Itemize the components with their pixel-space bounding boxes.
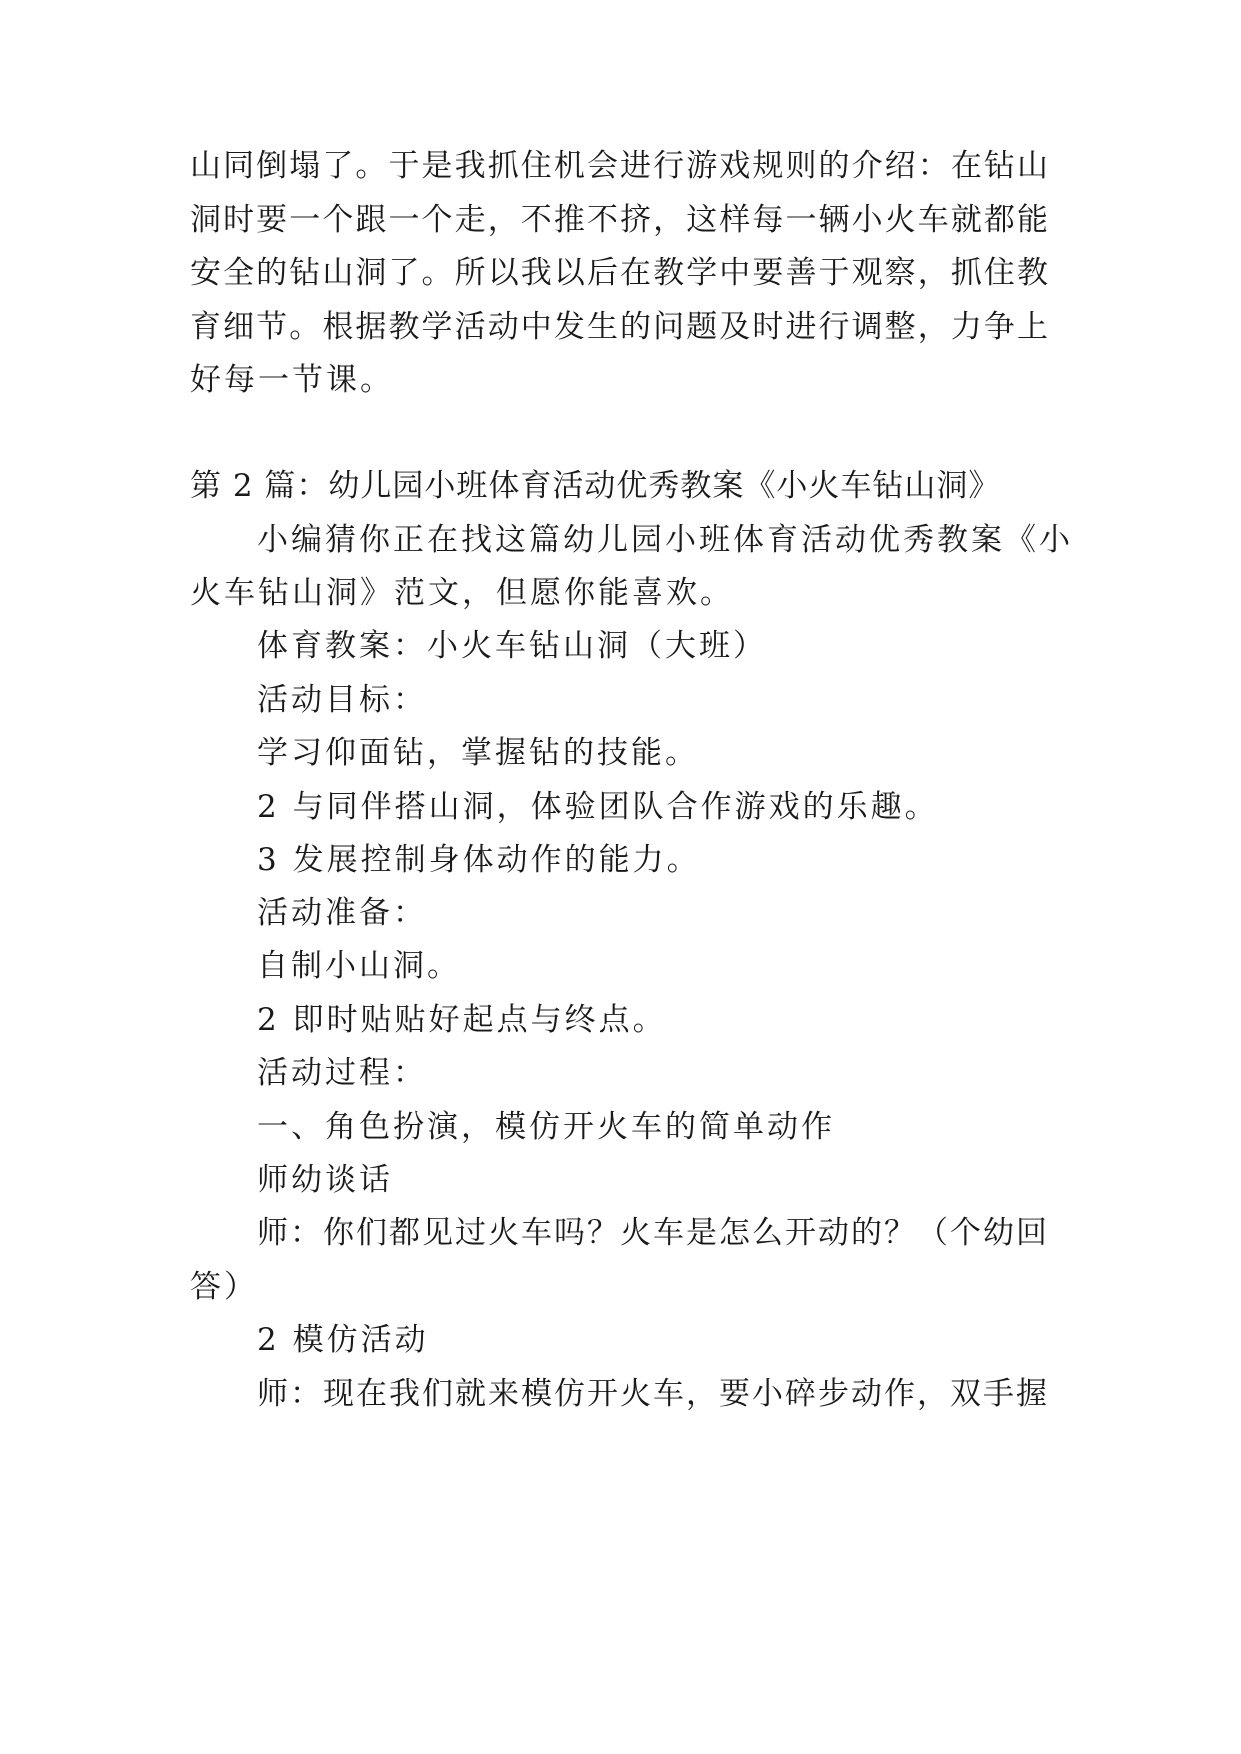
- paragraph-line: 好每一节课。: [190, 362, 394, 398]
- paragraph-line: 师：你们都见过火车吗？火车是怎么开动的？（个幼回: [257, 1215, 1049, 1251]
- paragraph-line: 活动目标：: [257, 682, 427, 718]
- paragraph-line: 3 发展控制身体动作的能力。: [257, 842, 701, 878]
- paragraph-line: 学习仰面钻，掌握钻的技能。: [257, 735, 699, 771]
- section-heading: 第 2 篇：幼儿园小班体育活动优秀教案《小火车钻山洞》: [190, 468, 1001, 504]
- paragraph-line: 安全的钻山洞了。所以我以后在教学中要善于观察，抓住教: [190, 255, 1048, 291]
- paragraph-line: 师：现在我们就来模仿开火车，要小碎步动作，双手握: [257, 1376, 1049, 1412]
- paragraph-line: 2 模仿活动: [257, 1322, 429, 1358]
- paragraph-line: 火车钻山洞》范文，但愿你能喜欢。: [190, 575, 734, 611]
- paragraph-line: 活动过程：: [257, 1055, 427, 1091]
- paragraph-line: 自制小山洞。: [257, 948, 461, 984]
- paragraph-line: 体育教案：小火车钻山洞（大班）: [257, 628, 767, 664]
- paragraph-line: 一、角色扮演，模仿开火车的简单动作: [257, 1109, 835, 1145]
- paragraph-line: 2 即时贴贴好起点与终点。: [257, 1002, 667, 1038]
- paragraph-line: 答）: [190, 1269, 258, 1305]
- paragraph-line: 活动准备：: [257, 895, 427, 931]
- paragraph-line: 2 与同伴搭山洞，体验团队合作游戏的乐趣。: [257, 789, 939, 825]
- paragraph-line: 山同倒塌了。于是我抓住机会进行游戏规则的介绍：在钻山: [190, 148, 1048, 184]
- paragraph-line: 小编猜你正在找这篇幼儿园小班体育活动优秀教案《小: [257, 522, 1073, 558]
- paragraph-line: 育细节。根据教学活动中发生的问题及时进行调整，力争上: [190, 309, 1048, 345]
- paragraph-line: 洞时要一个跟一个走，不推不挤，这样每一辆小火车就都能: [190, 202, 1048, 238]
- paragraph-line: 师幼谈话: [257, 1162, 393, 1198]
